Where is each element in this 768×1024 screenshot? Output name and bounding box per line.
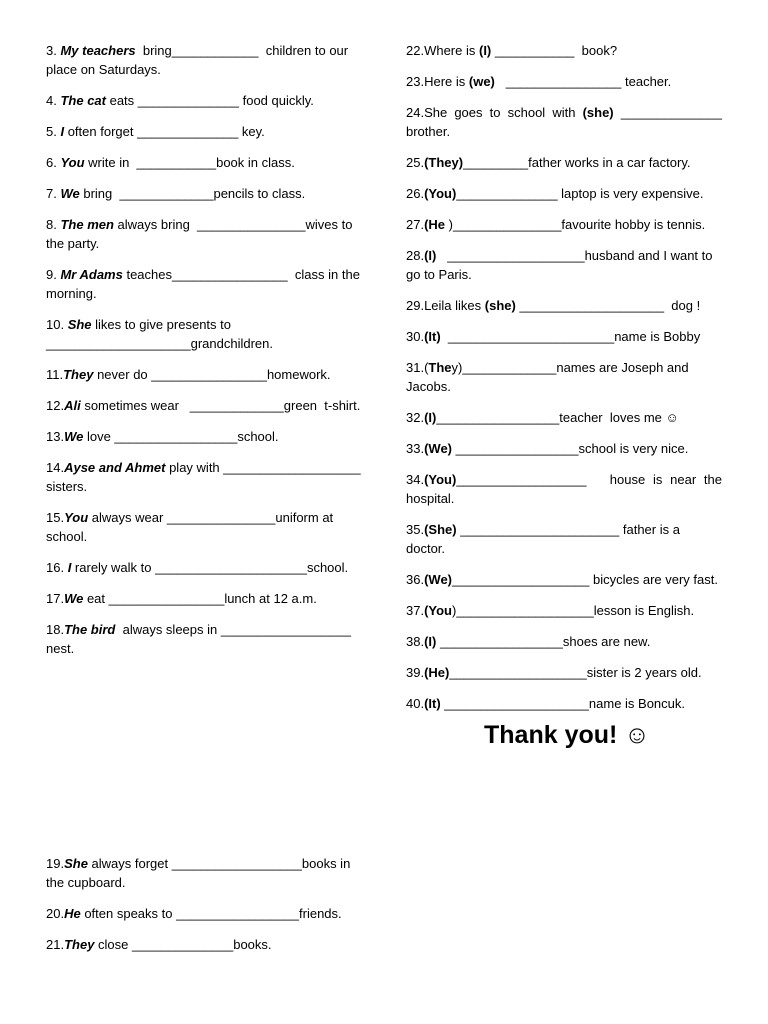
exercise-number: 19.	[46, 856, 65, 871]
exercise-item	[46, 854, 364, 892]
exercise-text: __________________ house is near the hospital.	[406, 472, 726, 506]
exercise-number: 32.	[406, 410, 425, 425]
exercise-subject: (He)	[424, 665, 450, 680]
exercise-subject: They	[64, 937, 95, 952]
exercise-item	[406, 632, 722, 651]
exercise-subject: Ali	[64, 398, 81, 413]
exercise-item	[46, 91, 364, 110]
exercise-text: bring _____________pencils to class.	[79, 186, 306, 201]
exercise-item	[46, 508, 364, 546]
exercise-subject: I	[60, 124, 65, 139]
exercise-subject: (You)	[424, 472, 457, 487]
exercise-subject: You	[60, 155, 85, 170]
exercise-subject: She	[67, 317, 92, 332]
exercise-text: ___________________husband and I want to go to Paris.	[406, 248, 717, 282]
exercise-item	[46, 427, 364, 446]
exercise-subject: You	[64, 510, 89, 525]
exercise-item	[46, 215, 364, 253]
exercise-subject: I	[67, 560, 72, 575]
exercise-item	[406, 246, 722, 284]
exercise-text: )_______________favourite hobby is tennis.	[448, 217, 706, 232]
exercise-text: always wear _______________uniform at school.	[46, 510, 337, 544]
exercise-text: ______________________ father is a doctor.	[406, 522, 684, 556]
exercise-text: often forget ______________ key.	[64, 124, 265, 139]
exercise-text: always forget __________________books in the cupboard.	[46, 856, 354, 890]
exercise-number: 30.	[406, 329, 425, 344]
exercise-subject: He	[64, 906, 81, 921]
exercise-item	[46, 935, 364, 954]
exercise-number: 37.	[406, 603, 425, 618]
exercise-subject: (You)	[424, 186, 457, 201]
exercise-subject: (she)	[582, 105, 614, 120]
exercise-number: 6.	[46, 155, 61, 170]
exercise-subject: (We)	[424, 441, 453, 456]
exercise-item	[406, 72, 722, 91]
exercise-subject: (I)	[424, 410, 437, 425]
exercise-text: )___________________lesson is English.	[452, 603, 695, 618]
exercise-text: ______________ laptop is very expensive.	[456, 186, 704, 201]
exercise-number: 13.	[46, 429, 65, 444]
exercise-text: _______________________name is Bobby	[440, 329, 701, 344]
exercise-item	[406, 103, 726, 141]
exercise-number: 4.	[46, 93, 61, 108]
exercise-number: 18.	[46, 622, 65, 637]
exercise-text: ____________________ dog !	[515, 298, 701, 313]
exercise-text: _________________teacher loves me ☺	[436, 410, 679, 425]
exercise-number: 14.	[46, 460, 65, 475]
exercise-number: 34.	[406, 472, 425, 487]
exercise-subject: (He	[424, 217, 449, 232]
exercise-subject: (We)	[424, 572, 453, 587]
exercise-item	[406, 520, 722, 558]
exercise-number: 33.	[406, 441, 425, 456]
exercise-subject: (It)	[424, 329, 441, 344]
exercise-text: ________________ teacher.	[494, 74, 672, 89]
exercise-subject: The bird	[64, 622, 116, 637]
exercise-item	[406, 408, 722, 427]
exercise-item	[406, 184, 722, 203]
exercise-subject: (You	[424, 603, 452, 618]
exercise-number: 11.	[46, 367, 64, 382]
exercise-number: 22.Where is	[406, 43, 479, 58]
exercise-number: 20.	[46, 906, 65, 921]
exercise-subject: Mr Adams	[60, 267, 123, 282]
exercise-item	[46, 396, 364, 415]
exercise-text: love _________________school.	[83, 429, 279, 444]
exercise-number: 31.(	[406, 360, 429, 375]
exercise-text: ____________________name is Boncuk.	[440, 696, 686, 711]
exercise-subject: (I)	[478, 43, 492, 58]
exercise-subject: (she)	[484, 298, 516, 313]
exercise-item	[46, 41, 364, 79]
exercise-text: _________________shoes are new.	[436, 634, 651, 649]
exercise-subject: The men	[60, 217, 114, 232]
exercise-number: 5.	[46, 124, 61, 139]
exercise-number: 29.Leila likes	[406, 298, 485, 313]
exercise-text: ___________ book?	[491, 43, 618, 58]
exercise-number: 21.	[46, 937, 65, 952]
exercise-number: 24.She goes to school with	[406, 105, 583, 120]
exercise-item	[46, 589, 364, 608]
exercise-item	[46, 265, 364, 303]
exercise-number: 38.	[406, 634, 425, 649]
exercise-subject: We	[64, 429, 84, 444]
exercise-subject: (I)	[424, 248, 437, 263]
exercise-number: 23.Here is	[406, 74, 469, 89]
exercise-text: _________________school is very nice.	[452, 441, 689, 456]
exercise-item	[406, 41, 722, 60]
exercise-number: 8.	[46, 217, 61, 232]
exercise-subject: (She)	[424, 522, 457, 537]
exercise-number: 17.	[46, 591, 65, 606]
exercise-subject: The	[428, 360, 452, 375]
exercise-item	[406, 327, 722, 346]
exercise-text: y)_____________names are Joseph and Jacobs.	[406, 360, 693, 394]
exercise-text: ______________ brother.	[406, 105, 726, 139]
exercise-number: 25.	[406, 155, 425, 170]
exercise-item	[46, 558, 364, 577]
exercise-item	[406, 601, 722, 620]
exercise-item	[406, 439, 722, 458]
exercise-text: close ______________books.	[94, 937, 272, 952]
exercise-number: 36.	[406, 572, 425, 587]
exercise-subject: They	[63, 367, 94, 382]
exercise-number: 26.	[406, 186, 425, 201]
exercise-subject: Ayse and Ahmet	[64, 460, 166, 475]
left-column	[46, 41, 364, 670]
exercise-subject: She	[64, 856, 88, 871]
exercise-number: 15.	[46, 510, 65, 525]
exercise-number: 35.	[406, 522, 425, 537]
exercise-item	[406, 215, 722, 234]
exercise-number: 12.	[46, 398, 65, 413]
exercise-number: 7.	[46, 186, 61, 201]
exercise-item	[46, 458, 364, 496]
exercise-subject: (I)	[424, 634, 437, 649]
exercise-item	[46, 904, 364, 923]
exercise-number: 9.	[46, 267, 61, 282]
exercise-item	[406, 470, 726, 508]
exercise-item	[406, 358, 722, 396]
exercise-item	[46, 122, 364, 141]
exercise-text: rarely walk to _____________________school.	[71, 560, 349, 575]
exercise-number: 40.	[406, 696, 425, 711]
exercise-text: bring____________ children to our place on Saturdays.	[46, 43, 352, 77]
exercise-subject: We	[64, 591, 84, 606]
left-column-bottom	[46, 854, 364, 966]
thank-you-message: Thank you! ☺	[484, 721, 650, 749]
exercise-item	[406, 296, 722, 315]
exercise-subject: (They)	[424, 155, 464, 170]
exercise-text: eats ______________ food quickly.	[105, 93, 314, 108]
right-column	[406, 41, 726, 725]
exercise-text: ___________________ bicycles are very fast.	[452, 572, 718, 587]
exercise-subject: We	[60, 186, 80, 201]
exercise-text: never do ________________homework.	[93, 367, 331, 382]
exercise-number: 3.	[46, 43, 61, 58]
exercise-subject: The cat	[60, 93, 106, 108]
exercise-text: play with ___________________ sisters.	[46, 460, 365, 494]
exercise-subject: (It)	[424, 696, 441, 711]
exercise-subject: My teachers	[60, 43, 136, 58]
exercise-item	[406, 153, 722, 172]
exercise-text: eat ________________lunch at 12 a.m.	[83, 591, 317, 606]
exercise-text: ___________________sister is 2 years old.	[449, 665, 702, 680]
exercise-item	[46, 153, 364, 172]
exercise-text: always bring _______________wives to the party.	[46, 217, 357, 251]
exercise-text: _________father works in a car factory.	[463, 155, 691, 170]
exercise-item	[406, 694, 722, 713]
exercise-item	[46, 365, 364, 384]
exercise-item	[406, 663, 722, 682]
exercise-number: 39.	[406, 665, 425, 680]
exercise-item	[46, 620, 364, 658]
exercise-text: often speaks to _________________friends.	[80, 906, 342, 921]
exercise-number: 16.	[46, 560, 68, 575]
exercise-number: 27.	[406, 217, 425, 232]
exercise-item	[406, 570, 722, 589]
exercise-number: 28.	[406, 248, 425, 263]
exercise-text: write in ___________book in class.	[84, 155, 295, 170]
exercise-item	[46, 315, 364, 353]
exercise-text: likes to give presents to ____________________grandchildren.	[46, 317, 273, 351]
exercise-text: always sleeps in __________________ nest.	[46, 622, 355, 656]
exercise-number: 10.	[46, 317, 68, 332]
exercise-item	[46, 184, 364, 203]
exercise-text: teaches________________ class in the morning.	[46, 267, 364, 301]
exercise-subject: (we)	[468, 74, 495, 89]
exercise-text: sometimes wear _____________green t-shirt.	[80, 398, 361, 413]
